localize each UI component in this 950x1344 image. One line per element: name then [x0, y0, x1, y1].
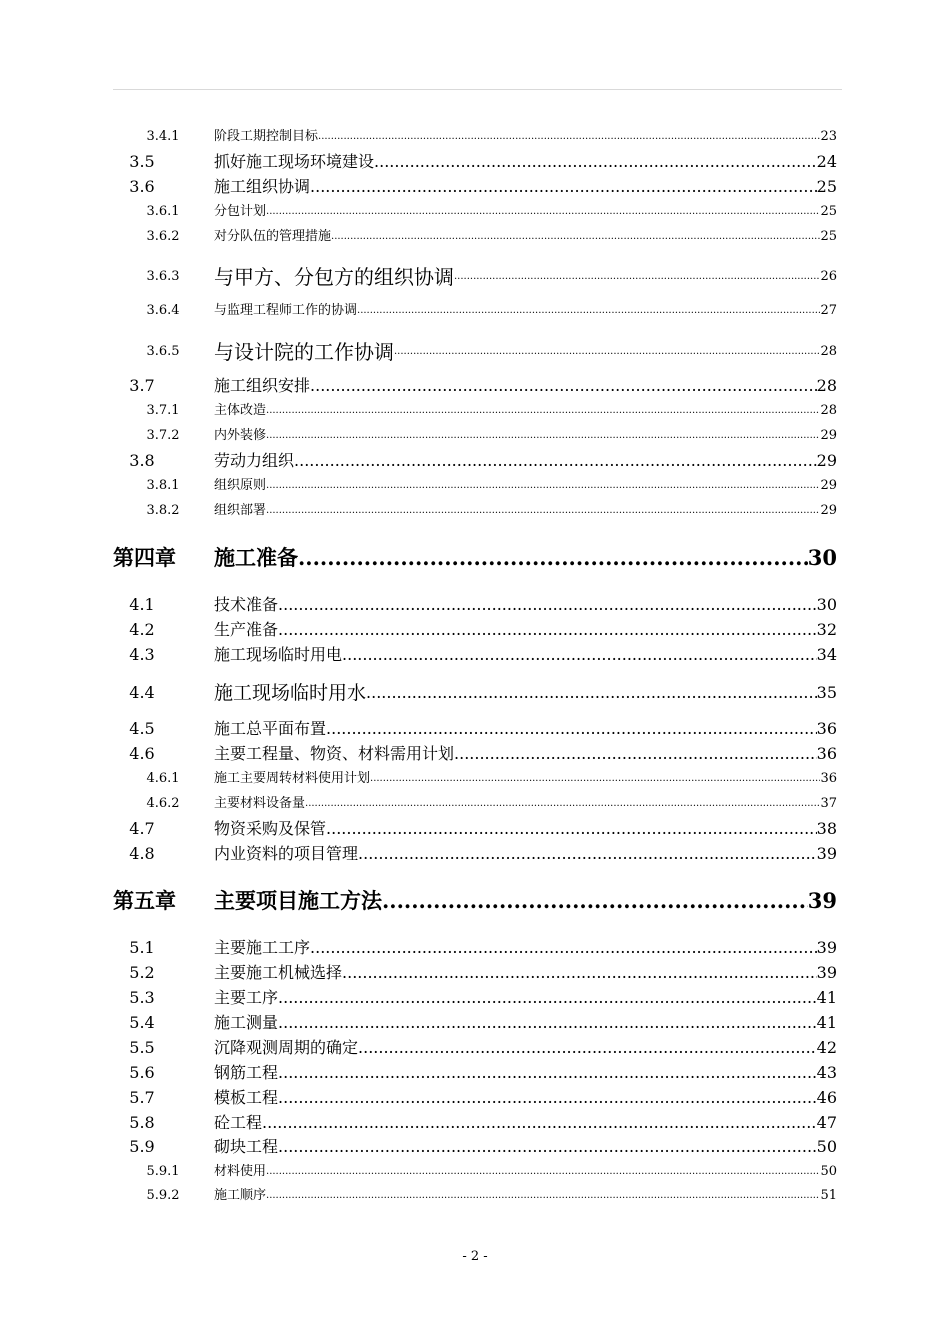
toc-entry-page: 30: [816, 595, 837, 614]
toc-entry-page: 29: [820, 428, 837, 443]
toc-entry[interactable]: [0, 503, 950, 519]
toc-entry-title: 施工组织安排: [214, 376, 311, 395]
toc-entry[interactable]: [0, 403, 950, 419]
toc-entry-number: 3.7.2: [146, 428, 180, 443]
toc-entry-page: 39: [816, 938, 837, 957]
toc-leader: [266, 204, 820, 220]
toc-leader: [278, 1063, 817, 1083]
toc-entry-title: 主体改造: [214, 403, 267, 418]
toc-entry-number: 4.2: [129, 620, 155, 639]
toc-chapter-entry[interactable]: [0, 888, 950, 914]
toc-entry[interactable]: [0, 303, 950, 319]
toc-chapter-entry[interactable]: [0, 545, 950, 571]
toc-entry-number: 5.6: [129, 1063, 155, 1082]
toc-entry-number: 5.9.2: [146, 1188, 180, 1203]
toc-entry-title: 主要施工机械选择: [214, 963, 343, 982]
toc-entry-title: 组织部署: [214, 503, 267, 518]
toc-leader: [358, 844, 817, 864]
toc-entry[interactable]: [0, 719, 950, 739]
toc-entry-number: 3.6: [129, 177, 155, 196]
toc-entry-page: 28: [820, 344, 837, 359]
toc-entry[interactable]: [0, 129, 950, 145]
toc-entry-page: 41: [816, 988, 837, 1007]
toc-leader: [370, 771, 820, 787]
toc-leader: [278, 988, 817, 1008]
toc-leader: [357, 303, 820, 319]
toc-leader: [266, 1164, 820, 1180]
toc-leader: [382, 888, 808, 914]
toc-entry-number: 5.4: [129, 1013, 155, 1032]
toc-leader: [305, 796, 820, 812]
toc-leader: [374, 152, 817, 172]
toc-leader: [278, 595, 817, 615]
toc-entry[interactable]: [0, 620, 950, 640]
toc-entry[interactable]: [0, 796, 950, 812]
toc-entry[interactable]: [0, 744, 950, 764]
toc-leader: [394, 344, 820, 360]
toc-leader: [278, 1088, 817, 1108]
toc-entry[interactable]: [0, 844, 950, 864]
toc-entry-title: 施工现场临时用水: [214, 682, 367, 704]
toc-entry-title: 阶段工期控制目标: [214, 129, 319, 144]
toc-entry-page: 27: [820, 303, 837, 318]
toc-leader: [266, 503, 820, 519]
toc-entry[interactable]: [0, 683, 950, 703]
toc-entry[interactable]: [0, 771, 950, 787]
toc-entry-number: 3.8.2: [146, 503, 180, 518]
toc-entry-page: 37: [820, 796, 837, 811]
toc-entry-number: 4.8: [129, 844, 155, 863]
toc-leader: [266, 403, 820, 419]
toc-entry[interactable]: [0, 938, 950, 958]
toc-entry-number: 3.6.2: [146, 229, 180, 244]
toc-leader: [342, 963, 817, 983]
toc-leader: [298, 545, 808, 571]
toc-entry-title: 与设计院的工作协调: [214, 340, 394, 364]
toc-entry-page: 36: [816, 719, 837, 738]
toc-entry-page: 41: [816, 1013, 837, 1032]
toc-entry[interactable]: [0, 1013, 950, 1033]
toc-entry[interactable]: [0, 819, 950, 839]
toc-entry-title: 对分队伍的管理措施: [214, 229, 332, 244]
page-number-footer: - 2 -: [462, 1249, 488, 1264]
toc-entry-title: 模板工程: [214, 1088, 279, 1107]
toc-leader: [266, 1188, 820, 1204]
toc-entry-number: 3.6.5: [146, 344, 180, 359]
toc-leader: [278, 1013, 817, 1033]
toc-entry-page: 23: [820, 129, 837, 144]
toc-entry-title: 组织原则: [214, 478, 267, 493]
toc-entry-number: 4.6: [129, 744, 155, 763]
toc-leader: [454, 744, 817, 764]
toc-entry[interactable]: [0, 1188, 950, 1204]
toc-entry-page: 25: [816, 177, 837, 196]
toc-entry[interactable]: [0, 376, 950, 396]
toc-entry[interactable]: [0, 595, 950, 615]
toc-chapter-page: 30: [807, 545, 837, 570]
toc-leader: [358, 1038, 817, 1058]
toc-entry-page: 36: [816, 744, 837, 763]
toc-entry-page: 25: [820, 204, 837, 219]
toc-entry-number: 3.5: [129, 152, 155, 171]
toc-entry[interactable]: [0, 645, 950, 665]
toc-entry-title: 砌块工程: [214, 1137, 279, 1156]
toc-chapter-number: 第五章: [113, 888, 176, 913]
toc-leader: [266, 478, 820, 494]
toc-entry-number: 4.6.1: [146, 771, 180, 786]
toc-entry-title: 分包计划: [214, 204, 267, 219]
toc-entry-title: 主要施工工序: [214, 938, 311, 957]
toc-entry-title: 主要工序: [214, 988, 279, 1007]
toc-entry-number: 4.5: [129, 719, 155, 738]
toc-chapter-page: 39: [807, 888, 837, 913]
toc-entry-number: 5.7: [129, 1088, 155, 1107]
toc-entry-page: 42: [816, 1038, 837, 1057]
toc-entry-number: 4.6.2: [146, 796, 180, 811]
toc-entry-title: 与甲方、分包方的组织协调: [214, 265, 454, 289]
toc-entry-title: 主要材料设备量: [214, 796, 306, 811]
toc-entry-title: 主要工程量、物资、材料需用计划: [214, 744, 455, 763]
toc-entry-number: 4.3: [129, 645, 155, 664]
toc-entry[interactable]: [0, 177, 950, 197]
toc-entry-number: 3.4.1: [146, 129, 180, 144]
toc-entry[interactable]: [0, 451, 950, 471]
toc-entry-title: 施工主要周转材料使用计划: [214, 771, 371, 786]
toc-entry-number: 4.7: [129, 819, 155, 838]
toc-entry-page: 43: [816, 1063, 837, 1082]
toc-entry-page: 34: [816, 645, 837, 664]
toc-entry-title: 施工测量: [214, 1013, 279, 1032]
toc-entry-title: 内外装修: [214, 428, 267, 443]
toc-entry-title: 物资采购及保管: [214, 819, 327, 838]
toc-entry-page: 25: [820, 229, 837, 244]
toc-chapter-title: 主要项目施工方法: [214, 888, 382, 913]
toc-entry-title: 生产准备: [214, 620, 279, 639]
toc-entry-page: 29: [816, 451, 837, 470]
toc-leader: [266, 428, 820, 444]
toc-entry-page: 28: [816, 376, 837, 395]
toc-entry-number: 3.7: [129, 376, 155, 395]
toc-entry-page: 51: [820, 1188, 837, 1203]
toc-entry-number: 5.9.1: [146, 1164, 180, 1179]
toc-leader: [310, 177, 817, 197]
toc-entry-number: 3.6.3: [146, 269, 180, 284]
toc-entry-title: 内业资料的项目管理: [214, 844, 359, 863]
toc-leader: [326, 819, 817, 839]
toc-entry-number: 3.8: [129, 451, 155, 470]
toc-entry-page: 29: [820, 503, 837, 518]
toc-entry-page: 39: [816, 844, 837, 863]
toc-entry-number: 3.8.1: [146, 478, 180, 493]
toc-entry-title: 钢筋工程: [214, 1063, 279, 1082]
toc-leader: [318, 129, 820, 145]
toc-entry[interactable]: [0, 1088, 950, 1108]
toc-entry-number: 5.9: [129, 1137, 155, 1156]
toc-entry-number: 4.1: [129, 595, 155, 614]
toc-entry-title: 施工总平面布置: [214, 719, 327, 738]
toc-entry-page: 28: [820, 403, 837, 418]
toc-chapter-number: 第四章: [113, 545, 176, 570]
toc-leader: [262, 1113, 817, 1133]
toc-entry-page: 36: [820, 771, 837, 786]
toc-leader: [326, 719, 817, 739]
toc-entry[interactable]: [0, 1164, 950, 1180]
toc-entry[interactable]: [0, 204, 950, 220]
toc-entry[interactable]: [0, 229, 950, 245]
toc-entry[interactable]: [0, 340, 950, 364]
toc-leader: [366, 683, 817, 703]
toc-entry[interactable]: [0, 428, 950, 444]
toc-entry-number: 5.3: [129, 988, 155, 1007]
toc-entry[interactable]: [0, 1063, 950, 1083]
toc-entry-page: 29: [820, 478, 837, 493]
toc-leader: [454, 269, 820, 285]
toc-leader: [278, 620, 817, 640]
toc-leader: [310, 376, 817, 396]
toc-entry[interactable]: [0, 1038, 950, 1058]
toc-leader: [294, 451, 817, 471]
toc-entry-page: 50: [816, 1137, 837, 1156]
toc-leader: [278, 1137, 817, 1157]
toc-entry-page: 39: [816, 963, 837, 982]
toc-entry[interactable]: [0, 152, 950, 172]
toc-entry-number: 3.6.4: [146, 303, 180, 318]
toc-entry[interactable]: [0, 1113, 950, 1133]
toc-entry-page: 32: [816, 620, 837, 639]
toc-entry-number: 5.2: [129, 963, 155, 982]
toc-entry-title: 施工现场临时用电: [214, 645, 343, 664]
toc-entry-page: 47: [816, 1113, 837, 1132]
toc-entry-number: 5.5: [129, 1038, 155, 1057]
toc-chapter-title: 施工准备: [214, 545, 298, 570]
toc-entry-title: 劳动力组织: [214, 451, 295, 470]
toc-entry-page: 35: [816, 683, 837, 702]
toc-entry-title: 砼工程: [214, 1113, 263, 1132]
toc-entry-page: 38: [816, 819, 837, 838]
toc-entry-page: 26: [820, 269, 837, 284]
toc-entry-title: 施工顺序: [214, 1188, 267, 1203]
toc-entry-title: 抓好施工现场环境建设: [214, 152, 375, 171]
toc-entry-page: 46: [816, 1088, 837, 1107]
toc-entry-title: 施工组织协调: [214, 177, 311, 196]
toc-entry-number: 3.7.1: [146, 403, 180, 418]
toc-entry[interactable]: [0, 963, 950, 983]
toc-entry-number: 5.8: [129, 1113, 155, 1132]
toc-entry-page: 50: [820, 1164, 837, 1179]
toc-leader: [342, 645, 817, 665]
toc-entry[interactable]: [0, 1137, 950, 1157]
toc-entry-title: 沉降观测周期的确定: [214, 1038, 359, 1057]
toc-leader: [331, 229, 820, 245]
toc-entry-page: 24: [816, 152, 837, 171]
toc-entry-number: 4.4: [129, 683, 155, 702]
toc-entry[interactable]: [0, 265, 950, 289]
toc-leader: [310, 938, 817, 958]
toc-entry-number: 5.1: [129, 938, 155, 957]
toc-entry-title: 与监理工程师工作的协调: [214, 303, 358, 318]
toc-entry[interactable]: [0, 988, 950, 1008]
toc-entry-title: 技术准备: [214, 595, 279, 614]
toc-entry-number: 3.6.1: [146, 204, 180, 219]
toc-entry-title: 材料使用: [214, 1164, 267, 1179]
toc-entry[interactable]: [0, 478, 950, 494]
